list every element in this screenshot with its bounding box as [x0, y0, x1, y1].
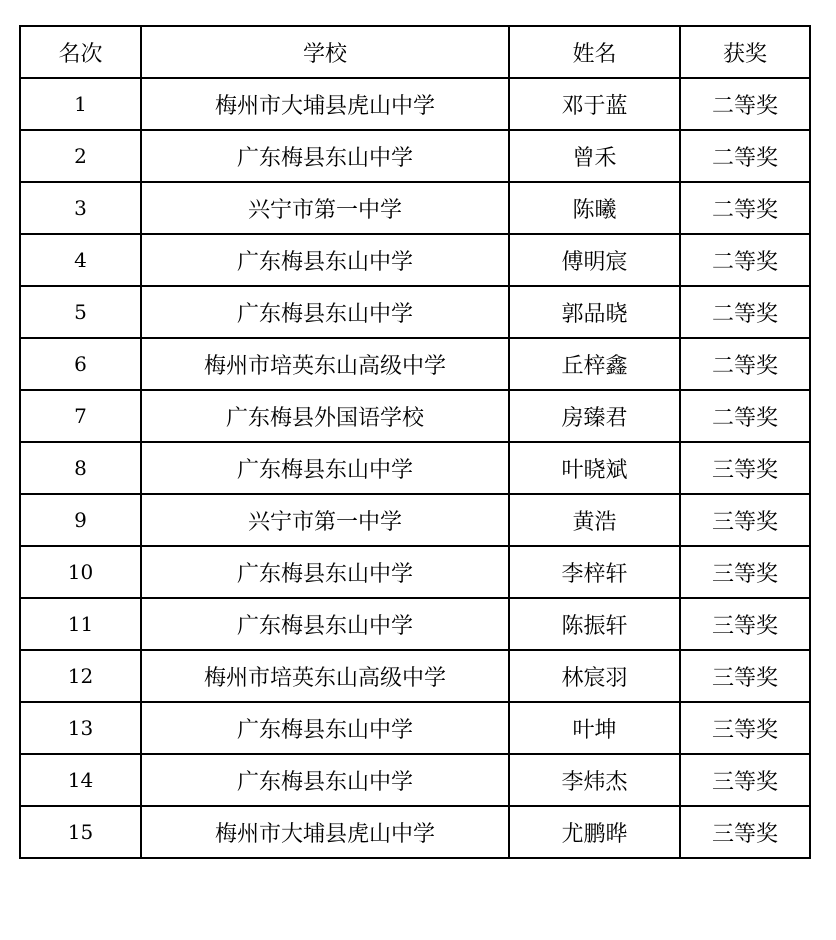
cell-award: 二等奖	[680, 338, 810, 390]
cell-name: 陈振轩	[509, 598, 680, 650]
table-row	[20, 546, 810, 598]
cell-award: 三等奖	[680, 442, 810, 494]
table-row	[20, 494, 810, 546]
cell-school: 广东梅县东山中学	[141, 286, 509, 338]
cell-name: 黄浩	[509, 494, 680, 546]
cell-school: 广东梅县东山中学	[141, 546, 509, 598]
cell-rank: 11	[20, 598, 141, 650]
cell-name: 傅明宸	[509, 234, 680, 286]
cell-school: 广东梅县外国语学校	[141, 390, 509, 442]
cell-award: 三等奖	[680, 598, 810, 650]
cell-award: 三等奖	[680, 650, 810, 702]
cell-name: 叶晓斌	[509, 442, 680, 494]
cell-name: 房臻君	[509, 390, 680, 442]
cell-award: 二等奖	[680, 390, 810, 442]
cell-name: 郭品晓	[509, 286, 680, 338]
cell-school: 广东梅县东山中学	[141, 754, 509, 806]
table-row	[20, 390, 810, 442]
cell-rank: 13	[20, 702, 141, 754]
table-row	[20, 598, 810, 650]
table-row	[20, 442, 810, 494]
cell-school: 梅州市大埔县虎山中学	[141, 78, 509, 130]
cell-award: 三等奖	[680, 754, 810, 806]
header-rank: 名次	[20, 26, 141, 78]
cell-school: 广东梅县东山中学	[141, 234, 509, 286]
cell-school: 梅州市培英东山高级中学	[141, 650, 509, 702]
cell-award: 二等奖	[680, 286, 810, 338]
table-row	[20, 650, 810, 702]
table-row	[20, 806, 810, 858]
cell-award: 三等奖	[680, 494, 810, 546]
cell-award: 二等奖	[680, 182, 810, 234]
cell-rank: 14	[20, 754, 141, 806]
table-body	[20, 78, 810, 858]
header-award: 获奖	[680, 26, 810, 78]
cell-award: 二等奖	[680, 78, 810, 130]
cell-rank: 10	[20, 546, 141, 598]
cell-school: 梅州市培英东山高级中学	[141, 338, 509, 390]
cell-school: 梅州市大埔县虎山中学	[141, 806, 509, 858]
cell-name: 叶坤	[509, 702, 680, 754]
cell-award: 二等奖	[680, 130, 810, 182]
cell-rank: 6	[20, 338, 141, 390]
cell-rank: 9	[20, 494, 141, 546]
table-header-row	[20, 26, 810, 78]
table-row	[20, 702, 810, 754]
cell-award: 三等奖	[680, 806, 810, 858]
cell-school: 广东梅县东山中学	[141, 702, 509, 754]
header-name: 姓名	[509, 26, 680, 78]
cell-award: 二等奖	[680, 234, 810, 286]
cell-rank: 1	[20, 78, 141, 130]
cell-school: 广东梅县东山中学	[141, 598, 509, 650]
cell-rank: 12	[20, 650, 141, 702]
cell-rank: 3	[20, 182, 141, 234]
cell-name: 林宸羽	[509, 650, 680, 702]
cell-rank: 4	[20, 234, 141, 286]
cell-rank: 7	[20, 390, 141, 442]
cell-name: 尤鹏晔	[509, 806, 680, 858]
cell-name: 李炜杰	[509, 754, 680, 806]
cell-school: 兴宁市第一中学	[141, 182, 509, 234]
cell-school: 广东梅县东山中学	[141, 442, 509, 494]
cell-rank: 2	[20, 130, 141, 182]
table-row	[20, 286, 810, 338]
cell-name: 丘梓鑫	[509, 338, 680, 390]
table-row	[20, 754, 810, 806]
cell-rank: 15	[20, 806, 141, 858]
cell-school: 兴宁市第一中学	[141, 494, 509, 546]
cell-rank: 8	[20, 442, 141, 494]
cell-name: 陈曦	[509, 182, 680, 234]
table-row	[20, 78, 810, 130]
cell-name: 曾禾	[509, 130, 680, 182]
table-row	[20, 338, 810, 390]
award-table	[19, 25, 811, 859]
table-row	[20, 130, 810, 182]
cell-school: 广东梅县东山中学	[141, 130, 509, 182]
cell-award: 三等奖	[680, 702, 810, 754]
cell-rank: 5	[20, 286, 141, 338]
cell-award: 三等奖	[680, 546, 810, 598]
header-school: 学校	[141, 26, 509, 78]
cell-name: 李梓轩	[509, 546, 680, 598]
table-row	[20, 234, 810, 286]
cell-name: 邓于蓝	[509, 78, 680, 130]
table-row	[20, 182, 810, 234]
